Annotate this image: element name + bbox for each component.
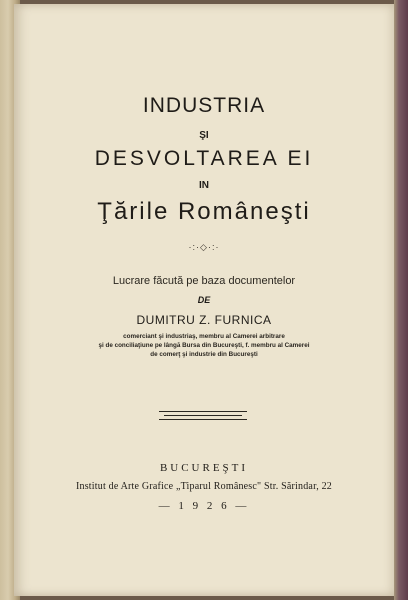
divider-rule bbox=[159, 419, 247, 420]
imprint-year: — 1 9 2 6 — bbox=[158, 500, 250, 512]
title-line-1: INDUSTRIA bbox=[142, 94, 266, 117]
ornament-divider: ·:·◇·:· bbox=[188, 242, 220, 252]
divider-rule bbox=[164, 415, 242, 416]
title-line-3: Ţările Româneşti bbox=[97, 198, 311, 225]
author-name: DUMITRU Z. FURNICA bbox=[136, 313, 272, 327]
book-cover-edge bbox=[394, 0, 408, 600]
title-page bbox=[14, 4, 394, 596]
title-line-2: DESVOLTAREA EI bbox=[94, 147, 314, 170]
imprint-publisher: Institut de Arte Grafice „Tiparul Românesc" Str. Sărindar, 22 bbox=[75, 481, 333, 492]
author-description bbox=[14, 332, 394, 359]
title-conjunction: ŞI bbox=[199, 130, 209, 141]
subtitle: Lucrare făcută pe baza documentelor bbox=[112, 275, 296, 287]
divider-rule bbox=[159, 411, 247, 412]
imprint-city: BUCUREŞTI bbox=[159, 462, 249, 474]
title-preposition: IN bbox=[199, 180, 209, 191]
author-desc-line-3: de comerţ şi industrie din Bucureşti bbox=[150, 351, 258, 358]
author-desc-line-2: şi de conciliaţiune pe lângă Bursa din Bucureşti, f. membru al Camerei bbox=[98, 342, 310, 349]
author-desc-line-1: comerciant şi industriaş, membru al Camerei arbitrare bbox=[123, 333, 285, 340]
by-label: DE bbox=[197, 295, 211, 305]
